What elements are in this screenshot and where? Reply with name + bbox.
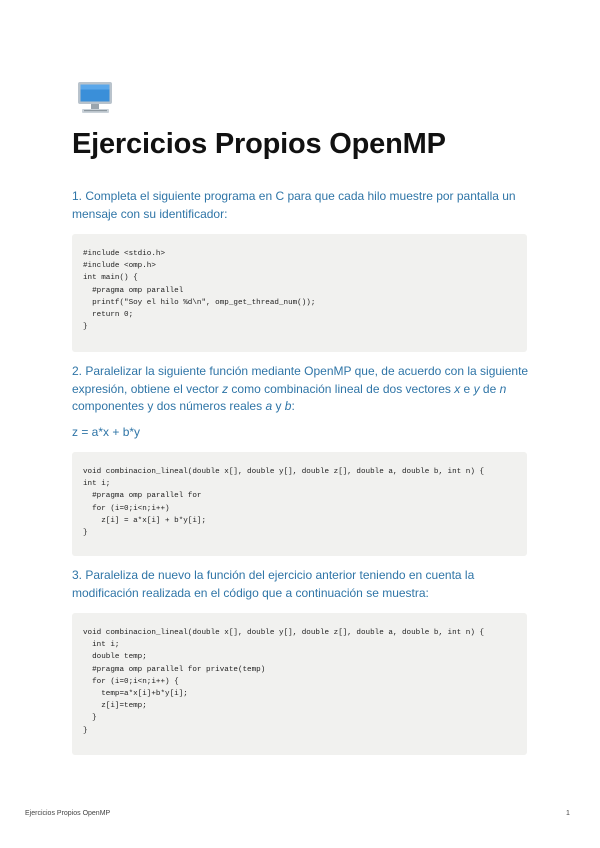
exercise-2-text xyxy=(72,363,532,416)
var-y: y xyxy=(473,381,480,396)
var-n: n xyxy=(499,381,507,396)
code-block-1-content: #include <stdio.h> #include <omp.h> int main() { #pragma omp parallel printf("Soy el hilo %d\n", omp_get_thread_num()); return 0; } xyxy=(83,250,316,332)
code-block-1[interactable] xyxy=(72,234,527,352)
exercise-2-text-part: : xyxy=(291,399,295,413)
page-number: 1 xyxy=(566,810,570,817)
code-block-2[interactable] xyxy=(72,452,527,556)
var-x: x xyxy=(454,381,461,396)
exercise-3-text: 3. Paraleliza de nuevo la función del ejercicio anterior teniendo en cuenta la modificación realizada en el código que a continuación se muestra: xyxy=(72,568,475,600)
exercise-2-text-part: y xyxy=(272,399,285,413)
var-b: b xyxy=(284,399,292,413)
formula: z = a*x + b*y xyxy=(72,425,141,439)
code-block-3-content: void combinacion_lineal(double x[], double y[], double z[], double a, double b, int n) { int i; double temp; #pragma omp parallel for private(temp) for (i=0;i<n;i++) { temp=a*x[i]+b*y[i]; z[i]=temp; } } xyxy=(83,629,485,735)
var-a: a xyxy=(265,399,273,413)
exercise-2-text-part: de xyxy=(479,381,500,396)
code-block-3[interactable] xyxy=(72,613,527,755)
exercise-2-text-part: como combinación lineal de dos vectores xyxy=(228,381,455,396)
exercise-2-text-part: 2. Paralelizar la siguiente función mediante OpenMP que, de acuerdo con la siguiente expresión, obtiene el vector xyxy=(72,364,529,396)
exercise-2-text-part: componentes y dos números reales xyxy=(72,399,266,413)
desktop-computer-icon xyxy=(76,78,116,118)
footer-title: Ejercicios Propios OpenMP xyxy=(25,810,111,817)
code-block-2-content: void combinacion_lineal(double x[], double y[], double z[], double a, double b, int n) { int i; #pragma omp parallel for for (i=0;i<n;i++) z[i] = a*x[i] + b*y[i]; } xyxy=(83,468,485,538)
var-z: z xyxy=(222,381,229,396)
page-title: Ejercicios Propios OpenMP xyxy=(72,128,446,160)
exercise-1-text: 1. Completa el siguiente programa en C para que cada hilo muestre por pantalla un mensaje con su identificador: xyxy=(72,189,516,221)
exercise-2-text-part: e xyxy=(460,381,474,396)
